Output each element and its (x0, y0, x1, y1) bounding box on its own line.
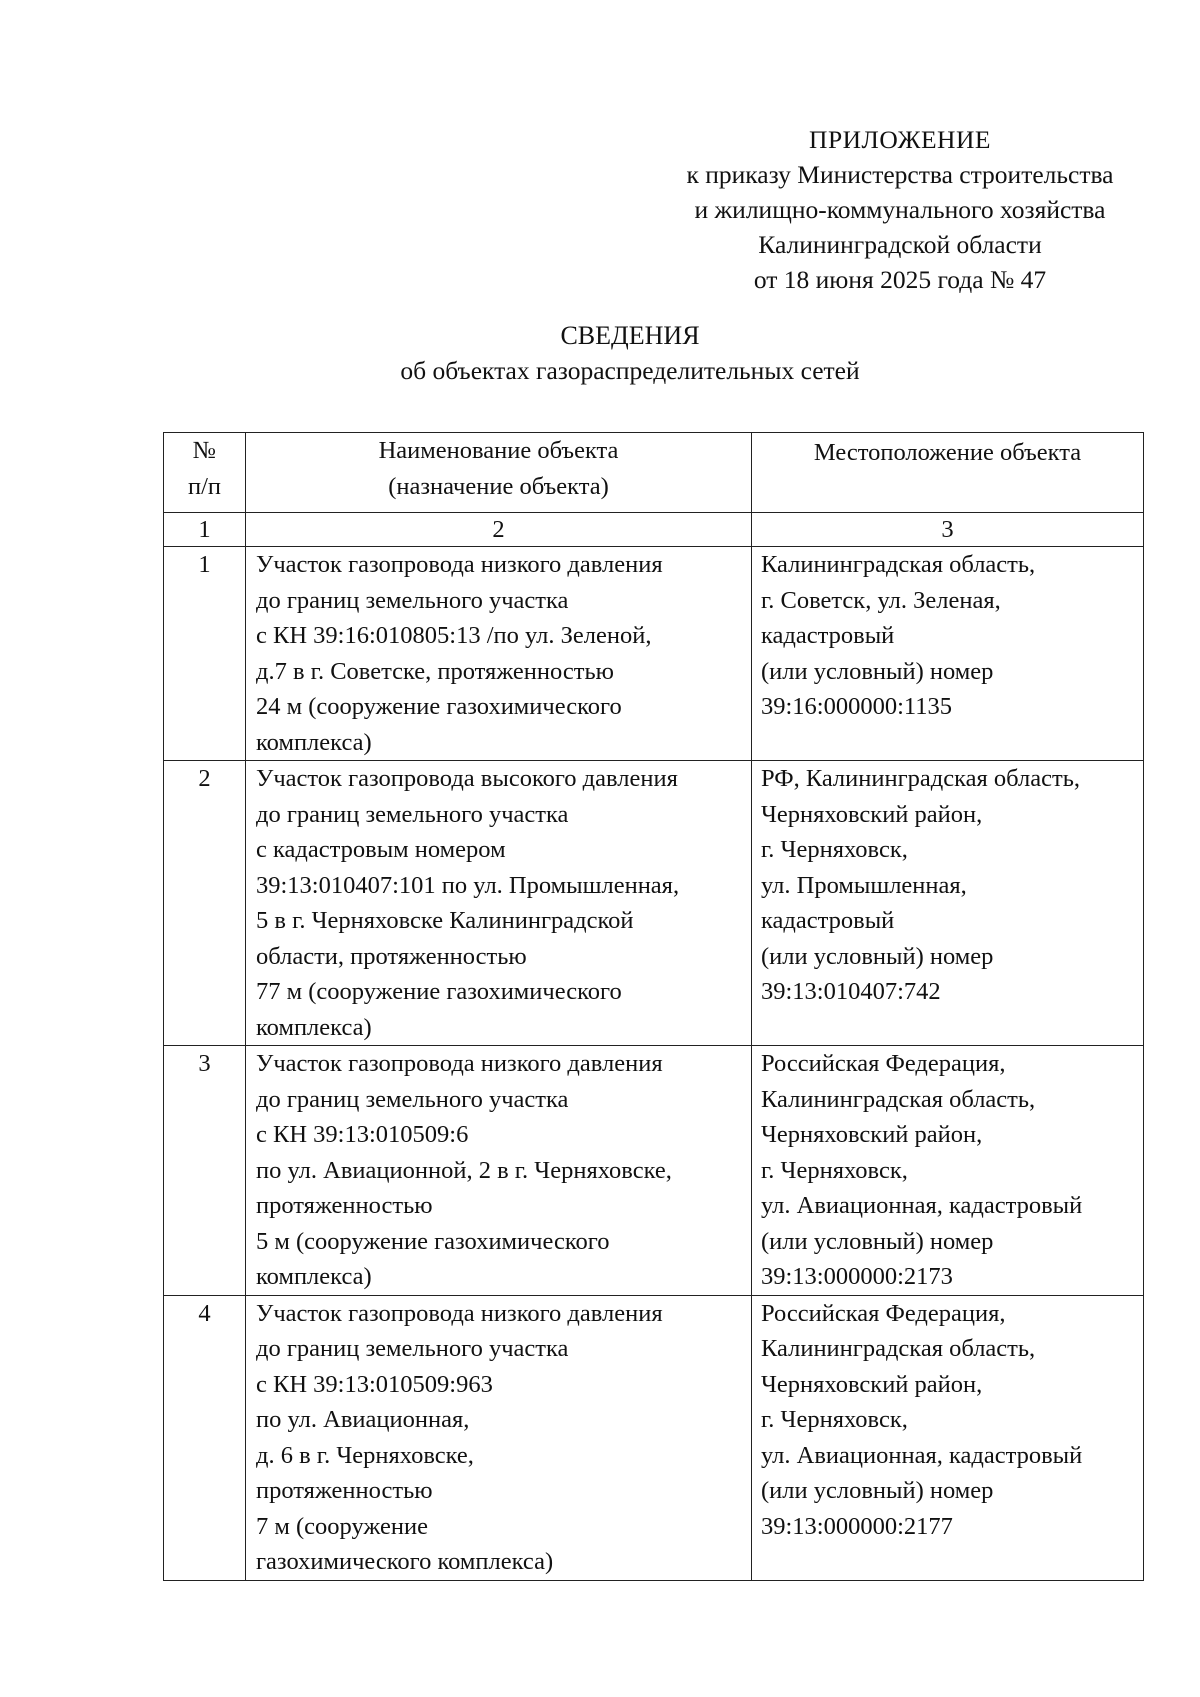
object-location-line: 39:13:010407:742 (761, 978, 941, 1005)
object-name-line: комплекса) (256, 1013, 372, 1041)
header-location (752, 433, 1144, 513)
object-location-line: (или условный) номер (761, 1227, 994, 1255)
object-name-line: до границ земельного участка (256, 800, 569, 828)
object-location-line: г. Черняховск, (761, 1156, 908, 1184)
row-number: 4 (164, 1295, 246, 1580)
object-name-line: Участок газопровода высокого давления (256, 765, 678, 792)
object-name-line: с КН 39:13:010509:6 (256, 1121, 469, 1148)
object-location-line: кадастровый (761, 907, 895, 934)
header-num (164, 433, 246, 513)
object-location-line: Российская Федерация, (761, 1299, 1006, 1327)
appendix-line: к приказу Министерства строительства (686, 160, 1114, 189)
object-name-line: по ул. Авиационная, (256, 1406, 470, 1433)
object-location-line: 39:13:000000:2177 (761, 1512, 953, 1540)
object-name-line: до границ земельного участка (256, 1335, 569, 1362)
appendix-block (640, 122, 1160, 297)
column-number-row (164, 513, 1144, 547)
object-location-line: Российская Федерация, (761, 1050, 1006, 1077)
object-name-line: д.7 в г. Советске, протяженностью (256, 657, 614, 685)
object-location-line: Калининградская область, (761, 551, 1036, 578)
object-location-line: Черняховский район, (761, 1370, 983, 1398)
row-number: 3 (164, 1046, 246, 1296)
object-location-line: 39:16:000000:1135 (761, 693, 953, 720)
table-row (164, 1046, 1144, 1296)
object-name-line: с КН 39:16:010805:13 /по ул. Зеленой, (256, 622, 652, 649)
object-name-line: 5 в г. Черняховске Калининградской (256, 907, 634, 934)
object-location-line: (или условный) номер (761, 657, 994, 685)
header-location-line: Местоположение объекта (813, 439, 1082, 466)
appendix-line: Калининградской области (758, 230, 1042, 259)
object-name-cell (246, 1046, 752, 1296)
object-location-cell (752, 1046, 1144, 1296)
objects-table (163, 432, 1144, 1581)
object-name-cell (246, 761, 752, 1046)
object-name-line: 77 м (сооружение газохимического (256, 978, 622, 1005)
object-name-line: 39:13:010407:101 по ул. Промышленная, (256, 871, 680, 899)
object-name-cell (246, 547, 752, 761)
object-location-line: РФ, Калининградская область, (761, 765, 1080, 792)
header-name-line: (назначение объекта) (388, 472, 609, 500)
object-location-line: г. Черняховск, (761, 1406, 908, 1433)
object-location-line: Калининградская область, (761, 1085, 1036, 1113)
object-name-line: до границ земельного участка (256, 1085, 569, 1113)
object-location-line: ул. Промышленная, (761, 871, 967, 899)
document-subtitle: об объектах газораспределительных сетей (400, 356, 860, 385)
table-header-row (164, 433, 1144, 513)
object-location-line: ул. Авиационная, кадастровый (761, 1192, 1083, 1219)
object-name-line: 7 м (сооружение (256, 1512, 428, 1540)
object-location-line: Черняховский район, (761, 1121, 983, 1148)
appendix-line: и жилищно-коммунального хозяйства (694, 195, 1106, 224)
header-num-line: № (192, 437, 217, 464)
object-name-line: комплекса) (256, 728, 372, 756)
object-name-line: 5 м (сооружение газохимического (256, 1227, 610, 1255)
document-heading (200, 318, 1060, 388)
appendix-title: ПРИЛОЖЕНИЕ (809, 125, 991, 154)
object-location-line: Черняховский район, (761, 800, 983, 828)
object-name-line: по ул. Авиационной, 2 в г. Черняховске, (256, 1156, 672, 1184)
object-name-line: протяженностью (256, 1477, 433, 1504)
object-location-line: (или условный) номер (761, 942, 994, 970)
header-name (246, 433, 752, 513)
object-name-line: с КН 39:13:010509:963 (256, 1370, 493, 1398)
object-name-line: Участок газопровода низкого давления (256, 1299, 663, 1327)
row-number: 2 (164, 761, 246, 1046)
table-row (164, 1295, 1144, 1580)
object-name-line: протяженностью (256, 1192, 433, 1219)
table-body (164, 513, 1144, 1581)
appendix-line: от 18 июня 2025 года № 47 (753, 265, 1047, 294)
row-number: 1 (164, 547, 246, 761)
table-row (164, 547, 1144, 761)
object-location-line: г. Черняховск, (761, 836, 908, 863)
object-location-cell (752, 1295, 1144, 1580)
object-location-cell (752, 547, 1144, 761)
object-name-line: с кадастровым номером (256, 836, 506, 863)
object-location-line: 39:13:000000:2173 (761, 1263, 953, 1290)
header-name-line: Наименование объекта (378, 437, 619, 464)
table-row (164, 761, 1144, 1046)
object-name-line: Участок газопровода низкого давления (256, 551, 663, 578)
object-name-line: комплекса) (256, 1263, 372, 1290)
object-name-cell (246, 1295, 752, 1580)
object-location-line: г. Советск, ул. Зеленая, (761, 586, 1001, 614)
object-name-line: д. 6 в г. Черняховске, (256, 1441, 474, 1469)
column-number: 1 (164, 513, 246, 547)
object-name-line: газохимического комплекса) (256, 1548, 554, 1575)
object-name-line: 24 м (сооружение газохимического (256, 693, 622, 720)
column-number: 3 (752, 513, 1144, 547)
object-location-line: Калининградская область, (761, 1335, 1036, 1362)
object-location-line: кадастровый (761, 622, 895, 649)
object-location-cell (752, 761, 1144, 1046)
object-location-line: (или условный) номер (761, 1477, 994, 1504)
column-number: 2 (246, 513, 752, 547)
object-name-line: до границ земельного участка (256, 586, 569, 614)
object-location-line: ул. Авиационная, кадастровый (761, 1441, 1083, 1469)
object-name-line: Участок газопровода низкого давления (256, 1050, 663, 1077)
document-title: СВЕДЕНИЯ (560, 321, 700, 350)
header-num-line: п/п (187, 472, 222, 500)
object-name-line: области, протяженностью (256, 942, 527, 970)
